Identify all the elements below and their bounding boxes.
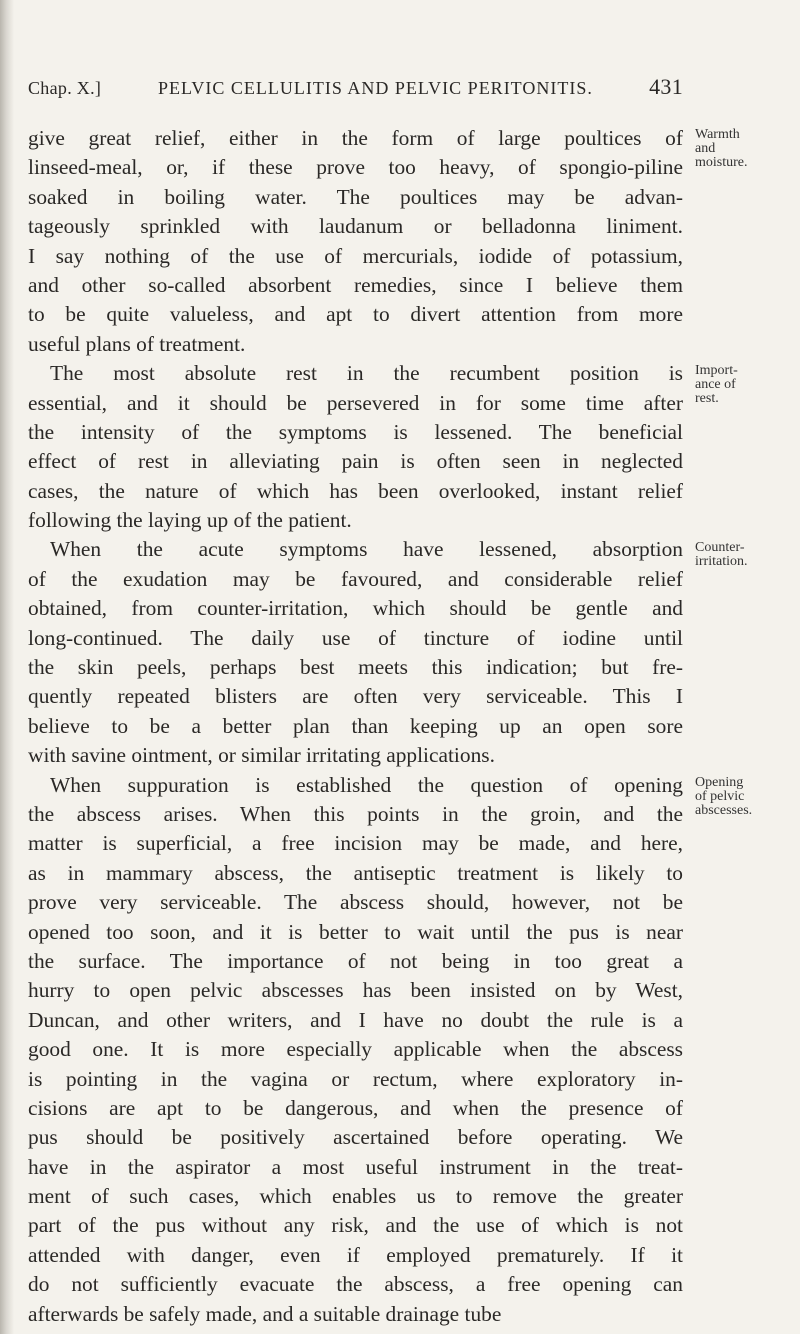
text-line: good one. It is more especially applicable when the abscess [28, 1037, 683, 1062]
text-line: with savine ointment, or similar irritating applications. [28, 743, 495, 768]
text-line: long-continued. The daily use of tincture of iodine until [28, 625, 683, 650]
margin-note-line: ance of [695, 377, 736, 392]
text-line: is pointing in the vagina or rectum, where exploratory in- [28, 1066, 683, 1091]
text-line: believe to be a better plan than keeping up an open sore [28, 713, 683, 738]
text-line: quently repeated blisters are often very serviceable. This I [28, 684, 683, 709]
margin-note-line: Opening [695, 775, 744, 790]
text-line: ment of such cases, which enables us to remove the greater [28, 1184, 683, 1209]
text-line: Duncan, and other writers, and I have no doubt the rule is a [28, 1007, 683, 1032]
text-line: part of the pus without any risk, and the use of which is not [28, 1213, 683, 1238]
page-number: 431 [649, 74, 683, 99]
margin-note-line: of pelvic [695, 789, 745, 804]
text-line: the abscess arises. When this points in the groin, and the [28, 801, 683, 826]
text-line: useful plans of treatment. [28, 331, 246, 356]
text-line: as in mammary abscess, the antiseptic treatment is likely to [28, 860, 683, 885]
running-title: PELVIC CELLULITIS AND PELVIC PERITONITIS. [158, 78, 593, 98]
text-line: effect of rest in alleviating pain is often seen in neglected [28, 449, 683, 474]
text-line: When suppuration is established the question of opening [50, 772, 683, 797]
running-header [28, 72, 683, 108]
text-line: attended with danger, even if employed prematurely. If it [28, 1242, 683, 1267]
text-line: have in the aspirator a most useful instrument in the treat- [28, 1154, 683, 1179]
margin-note-line: moisture. [695, 155, 748, 170]
margin-note-line: abscesses. [695, 803, 753, 818]
text-line: following the laying up of the patient. [28, 508, 352, 533]
text-line: the skin peels, perhaps best meets this indication; but fre- [28, 655, 683, 680]
text-line: of the exudation may be favoured, and considerable relief [28, 566, 683, 591]
margin-note-line: Import- [695, 363, 738, 378]
text-line: matter is superficial, a free incision may be made, and here, [28, 831, 683, 856]
chapter-label: Chap. X.] [28, 78, 102, 98]
text-line: the surface. The importance of not being in too great a [28, 948, 683, 973]
text-line: cisions are apt to be dangerous, and when the presence of [28, 1095, 683, 1120]
text-line: soaked in boiling water. The poultices may be advan- [28, 184, 683, 209]
text-line: do not sufficiently evacuate the abscess, a free opening can [28, 1272, 683, 1297]
text-line: afterwards be safely made, and a suitable drainage tube [28, 1301, 502, 1326]
margin-note-line: rest. [695, 391, 719, 406]
text-line: linseed-meal, or, if these prove too heavy, of spongio-piline [28, 155, 683, 180]
text-line: the intensity of the symptoms is lessened. The beneficial [28, 419, 683, 444]
text-line: essential, and it should be persevered in for some time after [28, 390, 683, 415]
text-line: give great relief, either in the form of large poultices of [28, 126, 683, 150]
margin-note-line: irritation. [695, 554, 748, 569]
margin-note-opening-abscesses [695, 776, 795, 818]
text-line: obtained, from counter-irritation, which should be gentle and [28, 596, 683, 621]
text-line: opened too soon, and it is better to wait until the pus is near [28, 919, 683, 944]
margin-note-line: Counter- [695, 540, 745, 555]
text-line: tageously sprinkled with laudanum or belladonna liniment. [28, 214, 683, 239]
margin-note-warmth [695, 128, 795, 170]
margin-note-rest [695, 364, 795, 406]
margin-note-counter-irritation [695, 541, 795, 569]
text-line: When the acute symptoms have lessened, absorption [50, 537, 683, 562]
text-line: hurry to open pelvic abscesses has been insisted on by West, [28, 978, 683, 1003]
text-line: and other so-called absorbent remedies, since I believe them [28, 272, 683, 297]
text-line: cases, the nature of which has been overlooked, instant relief [28, 478, 683, 503]
margin-note-line: and [695, 141, 716, 156]
body-text [28, 124, 683, 1329]
text-line: pus should be positively ascertained before operating. We [28, 1125, 683, 1150]
page-gutter-shadow [0, 0, 14, 1334]
margin-note-line: Warmth [695, 127, 740, 142]
text-line: The most absolute rest in the recumbent position is [50, 361, 683, 386]
text-line: I say nothing of the use of mercurials, iodide of potassium, [28, 243, 683, 268]
text-line: prove very serviceable. The abscess should, however, not be [28, 890, 683, 915]
text-line: to be quite valueless, and apt to divert attention from more [28, 302, 683, 327]
